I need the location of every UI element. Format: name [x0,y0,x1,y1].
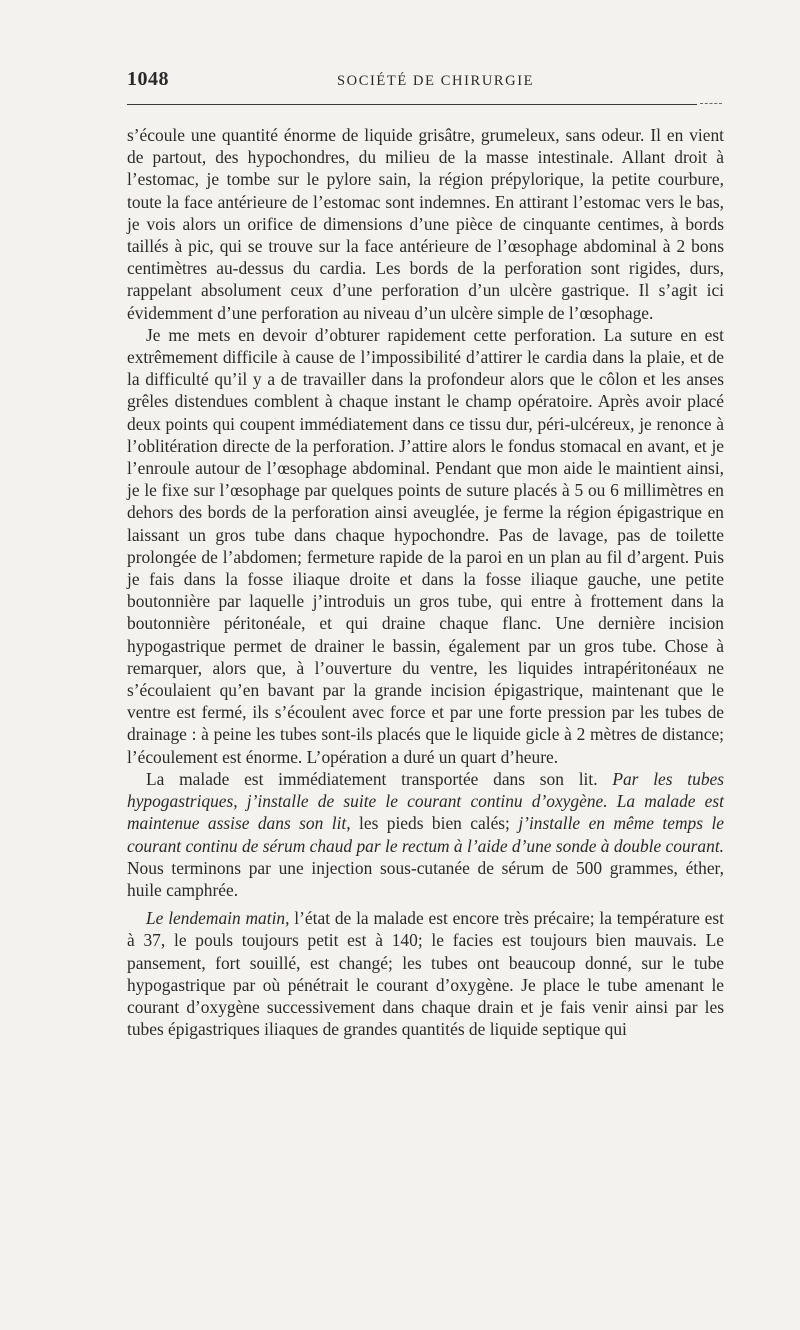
paragraph-text: s’écoule une quantité énorme de liquide grisâtre, grumeleux, sans odeur. Il en vient de partout, des hypochondres, du milieu de la masse intestinale. Allant droit à l’estomac, je tombe sur le pylore sain, la région prépylorique, la petite courbure, toute la face antérieure de l’estomac sont indemnes. En attirant l’estomac vers le bas, je vois alors un orifice de dimensions d’une pièce de cinquante centimes, à bords taillés à pic, qui se trouve sur la face antérieure de l’œsophage abdominal à 2 bons centimètres au-dessus du cardia. Les bords de la perforation sont rigides, durs, rappelant absolument ceux d’une perforation d’un ulcère gastrique. Il s’agit ici évidemment d’une perforation au niveau d’un ulcère simple de l’œsophage. [127,125,724,323]
italic-text: Le lendemain matin, [146,908,290,929]
paragraph-postoperative-care [127,768,724,901]
paragraph-text: La malade est immédiatement transportée dans son lit. [146,768,613,789]
italic-text: j’installe en même temps le courant continu de sérum chaud par le rectum à l’aide d’une sonde à double courant. [127,813,724,856]
body-text [127,124,724,1040]
paragraph-continuation [127,124,724,324]
paragraph-text: Nous terminons par une injection sous-cutanée de sérum de 500 grammes, éther, huile camphrée. [127,857,724,900]
paragraph-text: Je me mets en devoir d’obturer rapidement cette perforation. La suture en est extrêmement difficile à cause de l’impossibilité d’attirer le cardia dans la plaie, et de la difficulté qu’il y a de travailler dans la profondeur alors que le côlon et les anses grêles distendues comblent à chaque instant le champ opératoire. Après avoir placé deux points qui coupent immédiatement dans ce tissu dur, péri-ulcéreux, je renonce à l’oblitération directe de la perforation. J’attire alors le fondus stomacal en avant, et je l’enroule autour de l’œsophage abdominal. Pendant que mon aide le maintient ainsi, je le fixe sur l’œsophage par quelques points de suture placés à 5 ou 6 millimètres en dehors des bords de la perforation ainsi aveuglée, je ferme la région épigastrique en laissant un gros tube dans chaque hypochondre. Pas de lavage, pas de toilette prolongée de l’abdomen; fermeture rapide de la paroi en un plan au fil d’argent. Puis je fais dans la fosse iliaque droite et dans la fosse iliaque gauche, une petite boutonnière par laquelle j’introduis un gros tube, qui entre à frottement dans la boutonnière péritonéale, et qui draine chaque flanc. Une dernière incision hypogastrique permet de drainer le bassin, également par un gros tube. Chose à remarquer, alors que, à l’ouverture du ventre, les liquides intrapéritonéaux ne s’écoulaient qu’en bavant par la grande incision épigastrique, maintenant que le ventre est fermé, ils s’écoulent avec force et par une forte pression par les tubes de drainage : à peine les tubes sont-ils placés que le liquide gicle à 2 mètres de distance; l’écoulement est énorme. L’opération a duré un quart d’heure. [127,324,724,767]
paragraph-text: les pieds bien calés; [350,813,519,834]
page-header [127,64,724,94]
header-rule [127,104,697,105]
paragraph-text: l’état de la malade est encore très précaire; la température est à 37, le pouls toujours petit est à 140; le facies est toujours bien mauvais. Le pansement, fort souillé, est changé; les tubes ont beaucoup donné, sur le tube hypogastrique par où pénétrait le courant d’oxygène. Je place le tube amenant le courant d’oxygène successivement dans chaque drain et je fais venir ainsi par les tubes épigastriques iliaques de grandes quantités de liquide septique qui [127,908,724,1040]
header-rule-tail [700,103,722,104]
italic-text: Par les tubes hypogastriques, j’installe de suite le courant continu d’oxygène. La malade est maintenue assise dans son lit, [127,768,724,834]
paragraph-perforation-closure [127,324,724,768]
running-title: SOCIÉTÉ DE CHIRURGIE [337,73,535,89]
page-number: 1048 [127,68,169,90]
paragraph-next-morning [127,907,724,1040]
